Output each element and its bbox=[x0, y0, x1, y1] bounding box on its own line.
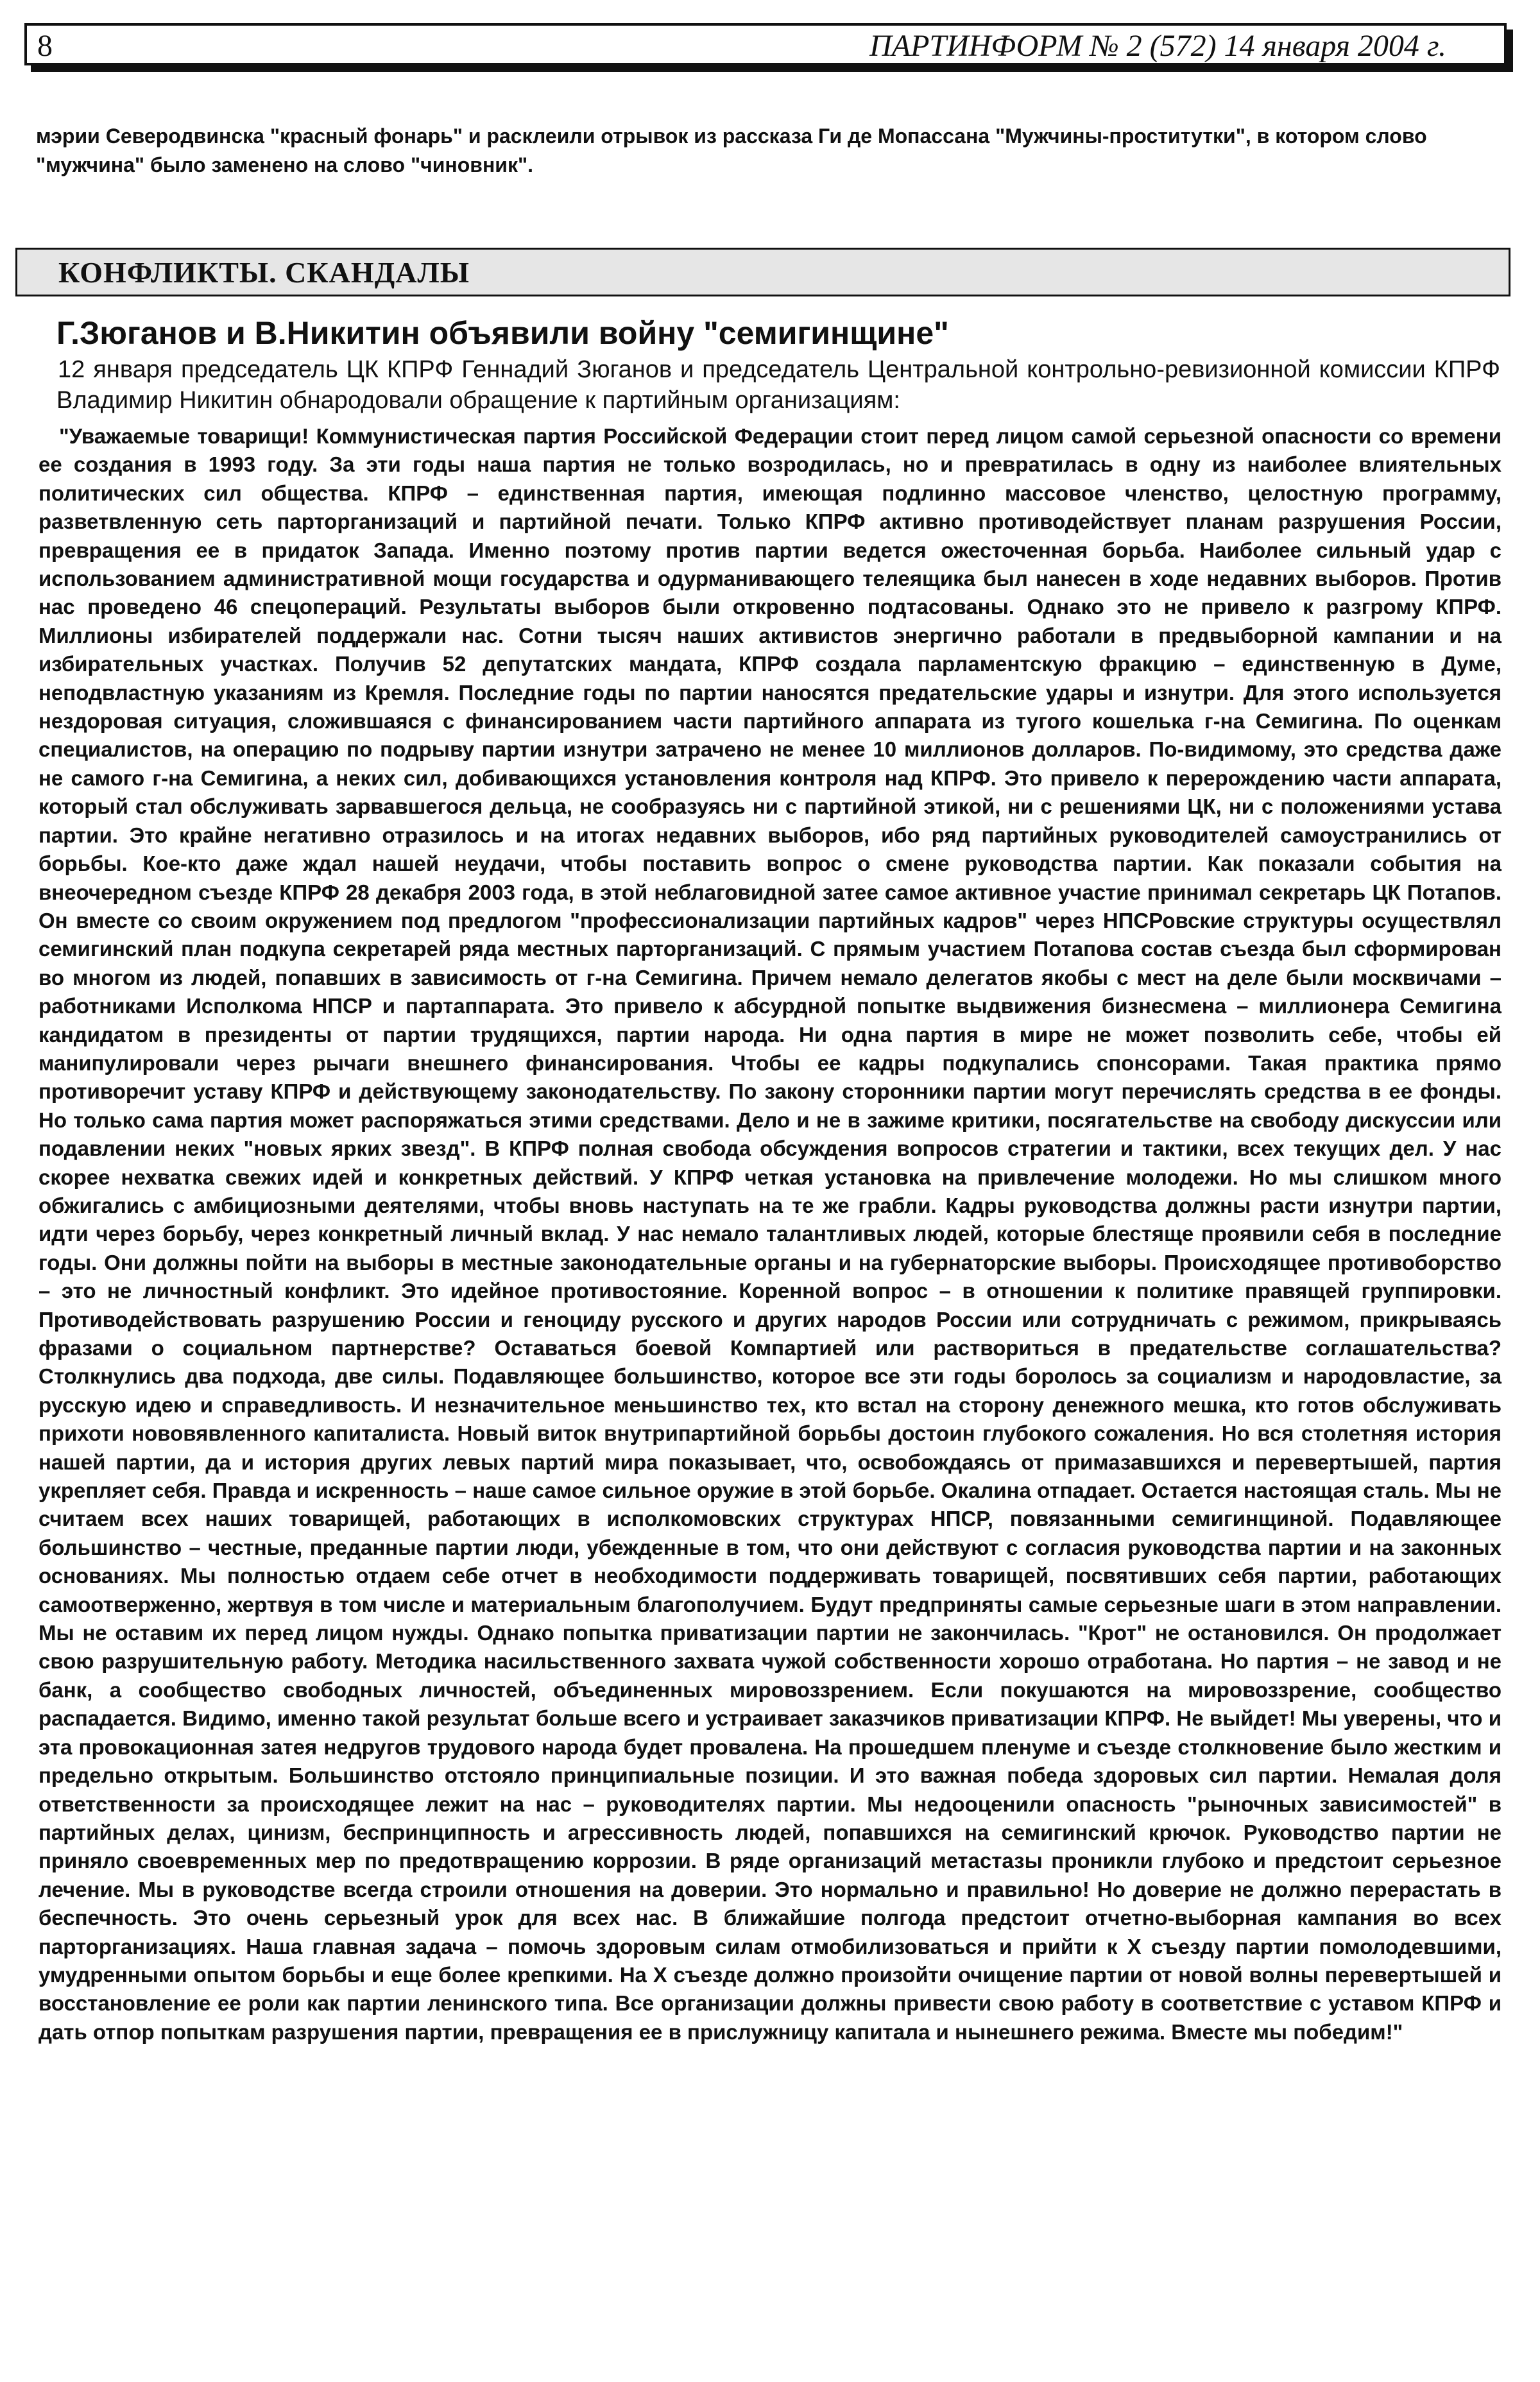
page-number: 8 bbox=[37, 29, 53, 63]
intro-paragraph: мэрии Северодвинска "красный фонарь" и расклеили отрывок из рассказа Ги де Мопассана "Мужчины-проститутки", в котором слово "мужчина" было заменено на слово "чиновник". bbox=[36, 124, 1427, 176]
article-headline: Г.Зюганов и В.Никитин объявили войну "семигинщине" bbox=[56, 315, 949, 351]
article-body: "Уважаемые товарищи! Коммунистическая партия Российской Федерации стоит перед лицом самой серьезной опасности со времени ее создания в 1993 году. За эти годы наша партия не только возродилась, но и превратилась в одну из наиболее влиятельных политических сил общества. КПРФ – единственная партия, имеющая подлинно массовое членство, целостную программу, разветвленную сеть парторганизаций и партийной печати. Только КПРФ активно противодействует планам разрушения России, превращения ее в придаток Запада. Именно поэтому против партии ведется ожесточенная борьба. Наиболее сильный удар с использованием административной мощи государства и одурманивающего телеящика был нанесен в ходе недавних выборов. Против нас проведено 46 спецопераций. Результаты выборов были откровенно подтасованы. Однако это не привело к разгрому КПРФ. Миллионы избирателей поддержали нас. Сотни тысяч наших активистов энергично работали в предвыборной кампании и на избирательных участках. Получив 52 депутатских мандата, КПРФ создала парламентскую фракцию – единственную в Думе, неподвластную указаниям из Кремля. Последние годы по партии наносятся предательские удары и изнутри. Для этого используется нездоровая ситуация, сложившаяся с финансированием части партийного аппарата из тугого кошелька г-на Семигина. По оценкам специалистов, на операцию по подрыву партии изнутри затрачено не менее 10 миллионов долларов. По-видимому, это средства даже не самого г-на Семигина, а неких сил, добивающихся установления контроля над КПРФ. Это привело к перерождению части аппарата, который стал обслуживать зарвавшегося дельца, не сообразуясь ни с партийной этикой, ни с решениями ЦК, ни с положениями устава партии. Это крайне негативно отразилось и на итогах недавних выборов, ибо ряд партийных руководителей самоустранились от борьбы. Кое-кто даже ждал нашей неудачи, чтобы поставить вопрос о смене руководства партии. Как показали события на внеочередном съезде КПРФ 28 декабря 2003 года, в этой неблаговидной затее самое активное участие принимал секретарь ЦК Потапов. Он вместе со своим окружением под предлогом "профессионализации партийных кадров" через НПСРовские структуры осуществлял семигинский план подкупа секретарей ряда местных парторганизаций. С прямым участием Потапова состав съезда был сформирован во многом из людей, попавших в зависимость от г-на Семигина. Причем немало делегатов якобы с мест на деле были москвичами – работниками Исполкома НПСР и партаппарата. Это привело к абсурдной попытке выдвижения бизнесмена – миллионера Семигина кандидатом в президенты от партии трудящихся, партии народа. Ни одна партия в мире не может позволить себе, чтобы ей манипулировали через рычаги внешнего финансирования. Чтобы ее кадры подкупались спонсорами. Такая практика прямо противоречит уставу КПРФ и действующему законодательству. По закону сторонники партии могут перечислять средства в ее фонды. Но только сама партия может распоряжаться этими средствами. Дело и не в зажиме критики, посягательстве на свободу дискуссии или подавлении неких "новых ярких звезд". В КПРФ полная свобода обсуждения вопросов стратегии и тактики, всех текущих дел. У нас скорее нехватка свежих идей и конкретных действий. У КПРФ четкая установка на привлечение молодежи. Но мы слишком много обжигались с амбициозными деятелями, чтобы вновь наступать на те же грабли. Кадры руководства должны расти изнутри партии, идти через борьбу, через конкретный личный вклад. У нас немало талантливых людей, которые блестяще проявили себя в последние годы. Они должны пойти на выборы в местные законодательные органы и на губернаторские выборы. Происходящее противоборство – это не личностный конфликт. Это идейное противостояние. Коренной вопрос – в отношении к политике правящей группировки. Противодействовать разрушению России и геноциду русского и других народов России или сотрудничать с режимом, прикрываясь фразами о социальном партнерстве? Оставаться боевой Компартией или раствориться в предательстве соглашательства? Столкнулись два подхода, две силы. Подавляющее большинство, которое все эти годы боролось за социализм и народовластие, за русскую идею и справедливость. И незначительное меньшинство тех, кто встал на сторону денежного мешка, кто готов обслуживать прихоти нововявленного капиталиста. Новый виток внутрипартийной борьбы достоин глубокого сожаления. Но вся столетняя история нашей партии, да и история других левых партий мира показывает, что, освобождаясь от примазавшихся и перевертышей, партия укрепляет себя. Правда и искренность – наше самое сильное оружие в этой борьбе. Окалина отпадает. Остается настоящая сталь. Мы не считаем всех наших товарищей, работающих в исполкомовских структурах НПСР, повязанными семигинщиной. Подавляющее большинство – честные, преданные партии люди, убежденные в том, что они действуют с согласия руководства партии и на законных основаниях. Мы полностью отдаем себе отчет в необходимости поддерживать товарищей, посвятивших себя партии, работающих самоотверженно, жертвуя в том числе и материальным благополучием. Будут предприняты самые серьезные шаги в этом направлении. Мы не оставим их перед лицом нужды. Однако попытка приватизации партии не закончилась. "Крот" не остановился. Он продолжает свою разрушительную работу. Методика насильственного захвата чужой собственности хорошо отработана. Но партия – не завод и не банк, а сообщество свободных личностей, объединенных мировоззрением. Если покушаются на мировоззрение, сообщество распадается. Видимо, именно такой результат больше всего и устраивает заказчиков приватизации КПРФ. Не выйдет! Мы уверены, что и эта провокационная затея недругов трудового народа будет провалена. На прошедшем пленуме и съезде столкновение было жестким и предельно открытым. Большинство отстояло принципиальные позиции. И это важная победа здоровых сил партии. Немалая доля ответственности за происходящее лежит на нас – руководителях партии. Мы недооценили опасность "рыночных зависимостей" в партийных делах, цинизм, беспринципность и агрессивность людей, попавшихся на семигинский крючок. Руководство партии не приняло своевременных мер по предотвращению коррозии. В ряде организаций метастазы проникли глубоко и предстоит серьезное лечение. Мы в руководстве всегда строили отношения на доверии. Это нормально и правильно! Но доверие не должно перерастать в беспечность. Это очень серьезный урок для всех нас. В ближайшие полгода предстоит отчетно-выборная кампания во всех парторганизациях. Наша главная задача – помочь здоровым силам отмобилизоваться и прийти к X съезду партии помолодевшими, умудренными опытом борьбы и еще более крепкими. На X съезде должно произойти очищение партии от новой волны перевертышей и восстановление ее роли как партии ленинского типа. Все организации должны привести свою работу в соответствие с уставом КПРФ и дать отпор попыткам разрушения партии, превращения ее в прислужницу капитала и нынешнего режима. Вместе мы победим!" bbox=[38, 424, 1502, 2044]
article-lead: 12 января председатель ЦК КПРФ Геннадий Зюганов и председатель Центральной контрольно-ревизионной комиссии КПРФ Владимир Никитин обнародовали обращение к партийным организациям: bbox=[56, 356, 1500, 414]
section-title: КОНФЛИКТЫ. СКАНДАЛЫ bbox=[58, 256, 470, 289]
page-header bbox=[24, 23, 1507, 65]
section-header bbox=[15, 248, 1510, 296]
masthead-title: ПАРТИНФОРМ № 2 (572) 14 января 2004 г. bbox=[869, 29, 1446, 63]
